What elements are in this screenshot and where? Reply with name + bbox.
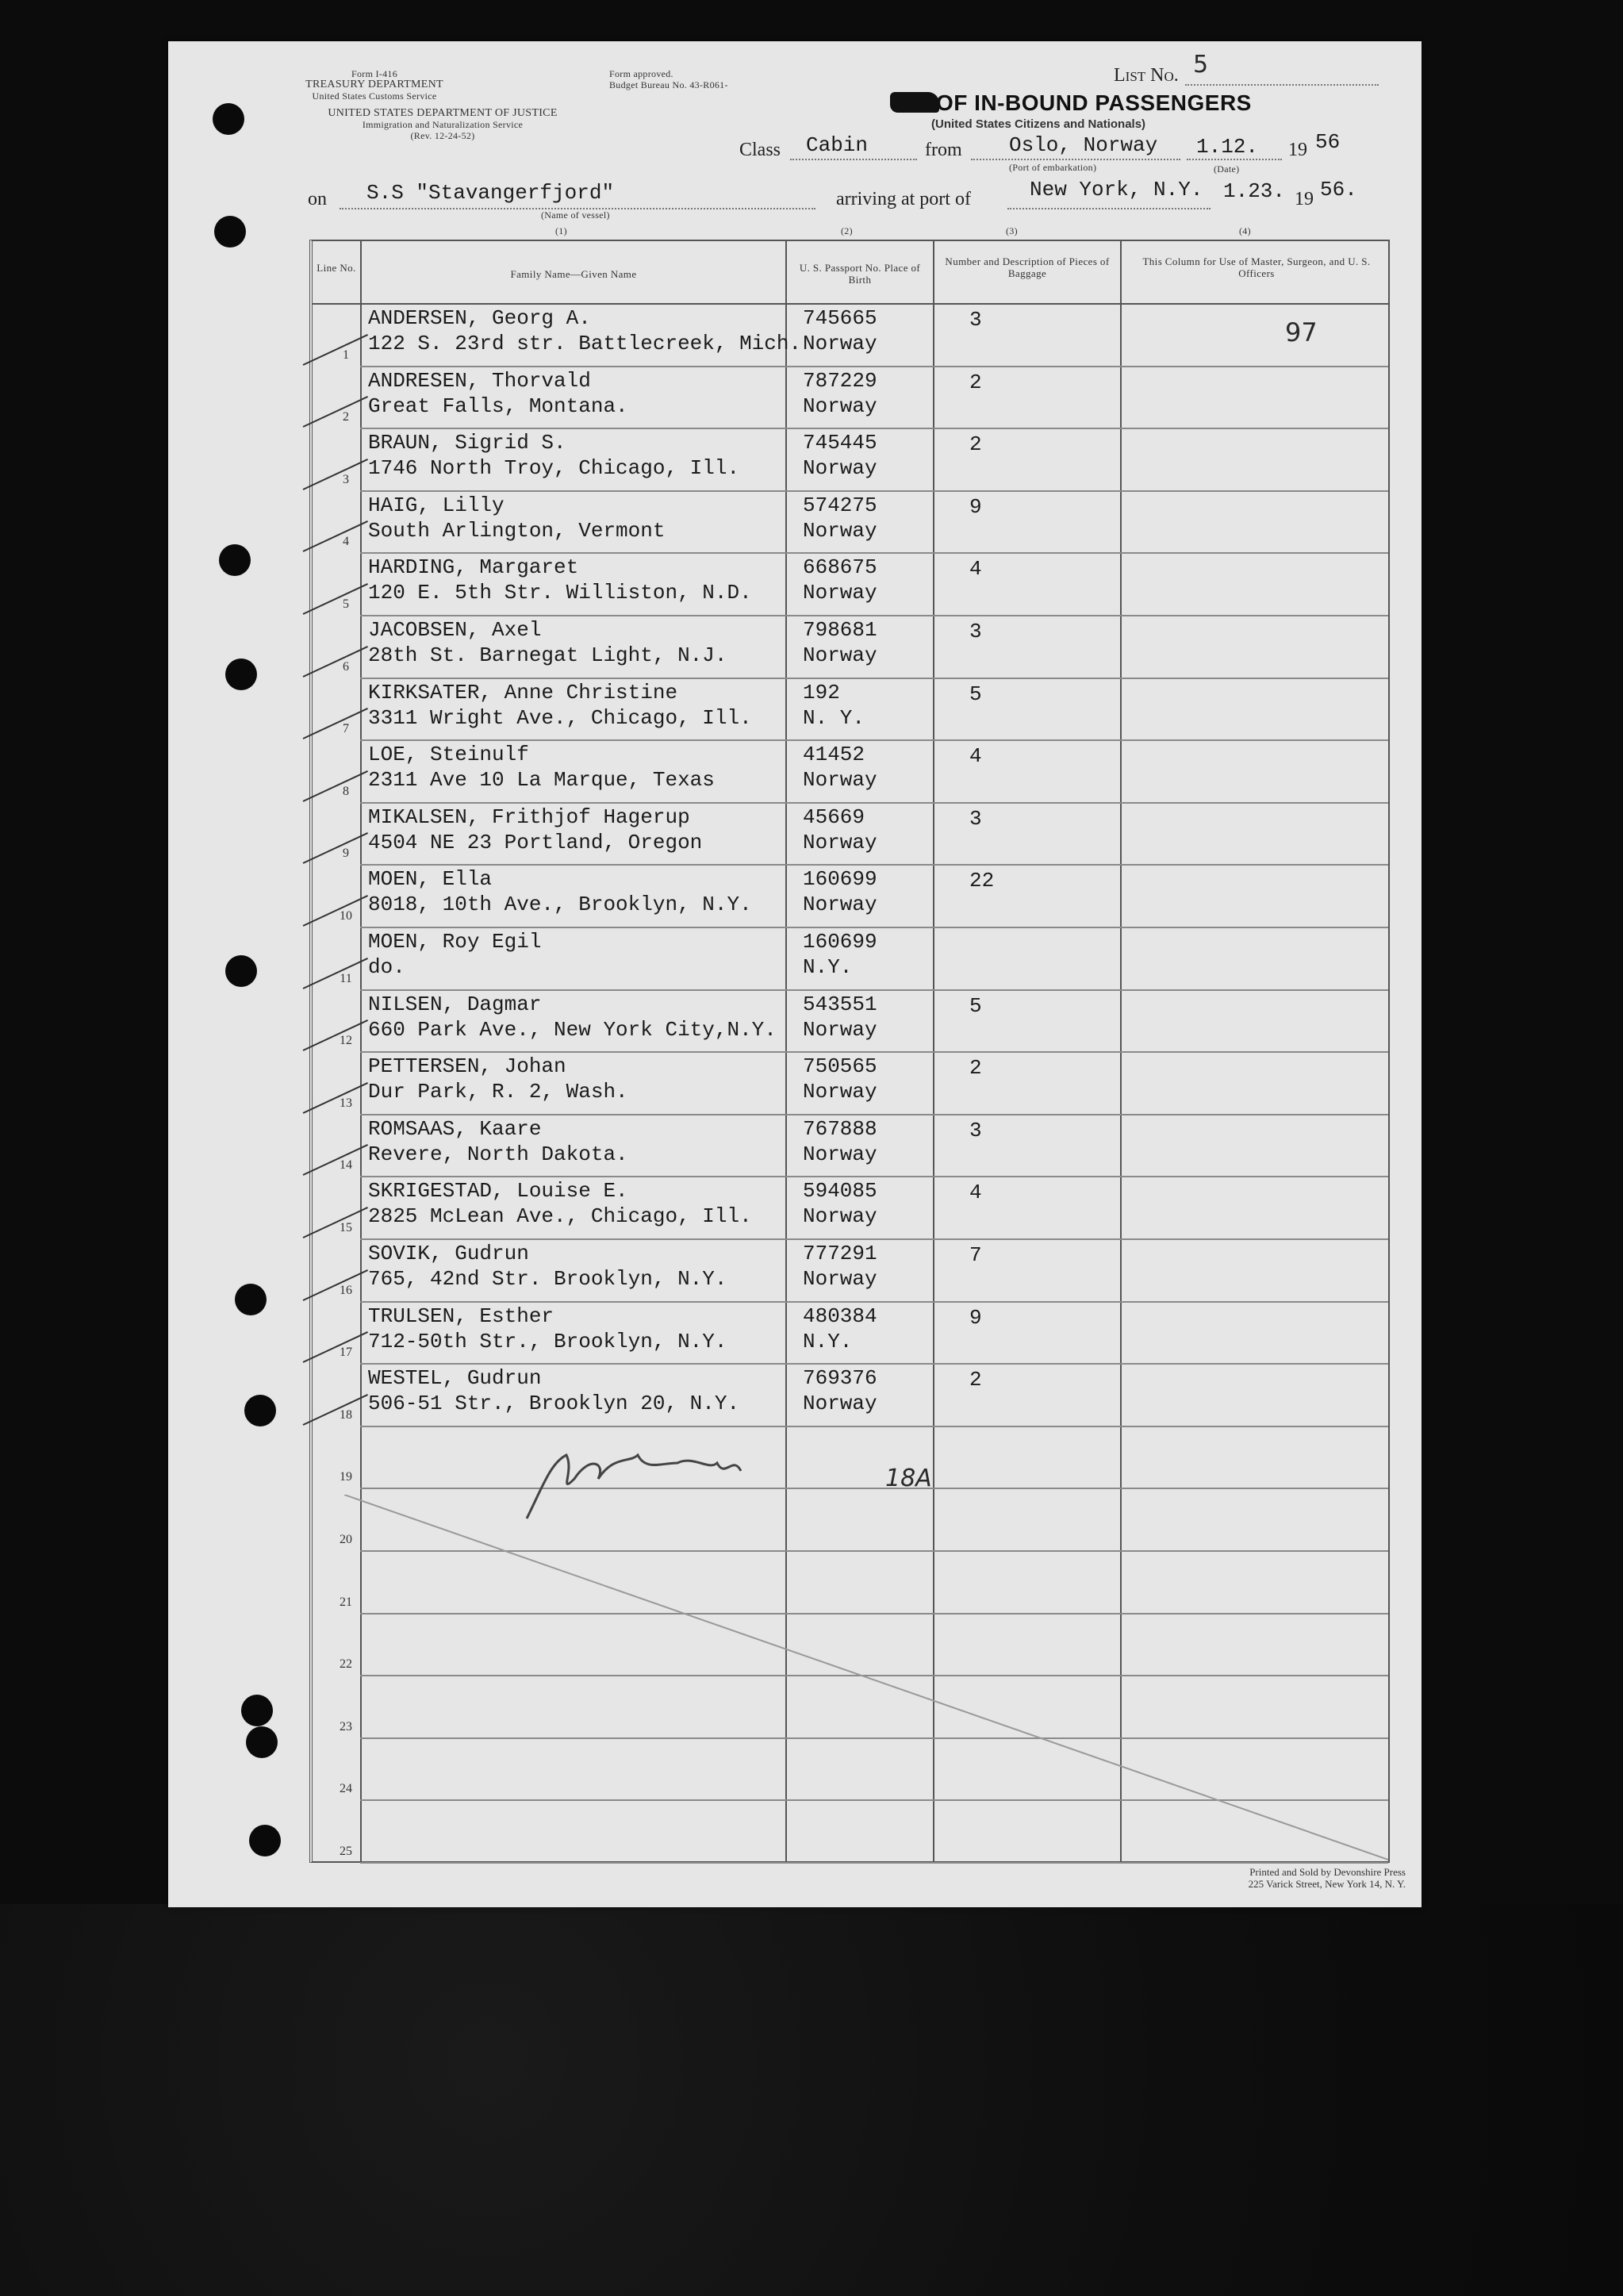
class-value: Cabin xyxy=(806,133,869,157)
budget-bureau: Budget Bureau No. 43-R061- xyxy=(609,79,728,90)
table-row xyxy=(313,804,1388,866)
passport-number: 594085 xyxy=(803,1179,877,1204)
year-prefix-2: 19 xyxy=(1295,189,1314,209)
place-of-birth: Norway xyxy=(803,581,877,605)
passenger-address: 4504 NE 23 Portland, Oregon xyxy=(368,830,703,854)
col-num-4: (4) xyxy=(1239,225,1251,236)
header-name: Family Name—Given Name xyxy=(510,268,637,280)
line-number: 18 xyxy=(340,1407,352,1422)
line-number: 11 xyxy=(340,971,352,985)
line-number: 21 xyxy=(340,1595,352,1609)
justice-dept: UNITED STATES DEPARTMENT OF JUSTICE xyxy=(328,107,558,119)
place-of-birth: N.Y. xyxy=(803,955,853,979)
table-row xyxy=(313,305,1388,367)
line-number: 6 xyxy=(343,659,349,674)
binder-hole xyxy=(246,1726,278,1758)
binder-hole xyxy=(244,1395,276,1426)
passenger-name: PETTERSEN, Johan xyxy=(368,1054,566,1079)
place-of-birth: Norway xyxy=(803,1080,877,1104)
binder-hole xyxy=(213,103,244,135)
place-of-birth: Norway xyxy=(803,643,877,667)
passport-number: 160699 xyxy=(803,930,877,954)
year-prefix-1: 19 xyxy=(1288,140,1307,160)
col-num-1: (1) xyxy=(555,225,567,236)
line-number: 23 xyxy=(340,1719,352,1734)
redaction-blot xyxy=(890,92,939,113)
ins-service: Immigration and Naturalization Service xyxy=(362,119,524,130)
passenger-name: ROMSAAS, Kaare xyxy=(368,1116,542,1141)
baggage-count: 3 xyxy=(969,806,982,831)
table-row xyxy=(313,429,1388,492)
passport-number: 798681 xyxy=(803,618,877,642)
form-approval xyxy=(609,68,728,90)
passenger-address: South Arlington, Vermont xyxy=(368,518,666,543)
place-of-birth: N.Y. xyxy=(803,1329,853,1353)
passport-number: 777291 xyxy=(803,1242,877,1265)
passenger-address: 8018, 10th Ave., Brooklyn, N.Y. xyxy=(368,893,752,917)
baggage-count: 3 xyxy=(969,620,982,643)
baggage-count: 4 xyxy=(969,744,982,769)
embark-line xyxy=(971,159,1180,160)
line-number: 16 xyxy=(340,1283,352,1297)
place-of-birth: Norway xyxy=(803,332,877,355)
passport-number: 543551 xyxy=(803,992,877,1016)
place-of-birth: Norway xyxy=(803,768,877,793)
treasury-dept: TREASURY DEPARTMENT xyxy=(305,79,443,90)
line-number: 24 xyxy=(340,1782,352,1796)
line-number: 3 xyxy=(343,472,349,486)
passenger-address: 2311 Ave 10 La Marque, Texas xyxy=(368,768,715,793)
list-no-value: 5 xyxy=(1193,51,1209,79)
line-number: 25 xyxy=(340,1844,352,1858)
printer-line-2: 225 Varick Street, New York 14, N. Y. xyxy=(1248,1878,1406,1890)
vessel-caption: (Name of vessel) xyxy=(541,209,610,221)
passport-number: 160699 xyxy=(803,867,877,892)
line-number: 14 xyxy=(340,1158,352,1173)
passenger-name: NILSEN, Dagmar xyxy=(368,992,542,1016)
place-of-birth: Norway xyxy=(803,1392,877,1416)
binder-hole xyxy=(241,1695,273,1726)
passenger-name: MIKALSEN, Frithjof Hagerup xyxy=(368,804,690,829)
on-label: on xyxy=(308,189,327,209)
line-number: 7 xyxy=(343,722,349,736)
passport-number: 192 xyxy=(803,680,840,705)
passport-number: 745445 xyxy=(803,431,877,455)
manifest-title: OF IN-BOUND PASSENGERS xyxy=(936,90,1252,115)
passenger-name: WESTEL, Gudrun xyxy=(368,1366,542,1391)
place-of-birth: Norway xyxy=(803,1267,877,1291)
officer-note: 97 xyxy=(1285,317,1318,347)
baggage-count: 5 xyxy=(969,993,982,1018)
passenger-name: BRAUN, Sigrid S. xyxy=(368,431,566,455)
baggage-count: 2 xyxy=(969,1056,982,1081)
passport-number: 574275 xyxy=(803,493,877,517)
line-number: 19 xyxy=(340,1470,352,1484)
list-no-label: List No. xyxy=(1114,65,1179,86)
printer-line-1: Printed and Sold by Devonshire Press xyxy=(1249,1866,1406,1878)
arrival-port: New York, N.Y. xyxy=(1030,178,1203,202)
passenger-name: LOE, Steinulf xyxy=(368,743,529,767)
passenger-address: 28th St. Barnegat Light, N.J. xyxy=(368,643,727,667)
row-rule xyxy=(360,1862,1388,1864)
passport-number: 769376 xyxy=(803,1366,877,1391)
passenger-address: 2825 McLean Ave., Chicago, Ill. xyxy=(368,1204,752,1229)
line-number: 13 xyxy=(340,1096,352,1110)
line-number: 15 xyxy=(340,1220,352,1234)
arriving-label: arriving at port of xyxy=(836,189,971,209)
table-row xyxy=(313,866,1388,928)
line-number: 10 xyxy=(340,908,352,923)
passenger-address: Great Falls, Montana. xyxy=(368,394,628,418)
line-number: 2 xyxy=(343,410,349,424)
passenger-name: JACOBSEN, Axel xyxy=(368,618,542,642)
class-label: Class xyxy=(739,140,781,160)
baggage-count: 4 xyxy=(969,557,982,582)
table-row xyxy=(313,1303,1388,1365)
passenger-address: Dur Park, R. 2, Wash. xyxy=(368,1080,628,1104)
form-approved: Form approved. xyxy=(609,68,673,79)
passenger-name: MOEN, Roy Egil xyxy=(368,930,542,954)
line-number: 22 xyxy=(340,1657,352,1672)
table-row xyxy=(313,741,1388,804)
table-row xyxy=(313,1240,1388,1303)
binder-hole xyxy=(249,1825,281,1856)
passport-number: 745665 xyxy=(803,306,877,330)
passport-number: 767888 xyxy=(803,1116,877,1141)
manifest-page xyxy=(168,41,1422,1907)
passenger-address: Revere, North Dakota. xyxy=(368,1142,628,1166)
manifest-subtitle: (United States Citizens and Nationals) xyxy=(931,117,1146,131)
passenger-address: 1746 North Troy, Chicago, Ill. xyxy=(368,456,740,481)
place-of-birth: Norway xyxy=(803,1142,877,1166)
baggage-count: 2 xyxy=(969,370,982,394)
table-row xyxy=(313,1053,1388,1115)
vessel-name: S.S "Stavangerfjord" xyxy=(366,181,615,205)
passenger-address: 712-50th Str., Brooklyn, N.Y. xyxy=(368,1329,727,1353)
passenger-address: do. xyxy=(368,955,405,979)
baggage-count: 3 xyxy=(969,308,982,332)
baggage-count: 4 xyxy=(969,1181,982,1205)
printer-footer xyxy=(1152,1866,1406,1890)
table-row xyxy=(313,1115,1388,1178)
binder-hole xyxy=(219,544,251,576)
passport-number: 668675 xyxy=(803,555,877,580)
passport-number: 45669 xyxy=(803,804,865,829)
passenger-address: 3311 Wright Ave., Chicago, Ill. xyxy=(368,705,752,730)
table-row xyxy=(313,1177,1388,1240)
passport-number: 480384 xyxy=(803,1303,877,1328)
place-of-birth: Norway xyxy=(803,1017,877,1042)
from-label: from xyxy=(925,140,962,160)
passenger-name: KIRKSATER, Anne Christine xyxy=(368,680,678,705)
binder-hole xyxy=(214,216,246,248)
place-of-birth: Norway xyxy=(803,893,877,917)
place-of-birth: Norway xyxy=(803,394,877,418)
header-passport: U. S. Passport No. Place of Birth xyxy=(799,262,921,286)
arrival-date: 1.23. xyxy=(1223,179,1286,203)
form-number: Form I-416 xyxy=(351,68,397,79)
passenger-name: HARDING, Margaret xyxy=(368,555,579,580)
justice-header xyxy=(300,108,585,141)
arrival-line xyxy=(1007,208,1211,209)
baggage-count: 5 xyxy=(969,682,982,706)
passport-number: 750565 xyxy=(803,1054,877,1079)
passenger-table xyxy=(309,240,1390,1863)
year-value-2: 56. xyxy=(1320,178,1357,202)
revision-date: (Rev. 12-24-52) xyxy=(410,130,475,141)
table-row xyxy=(313,928,1388,991)
line-number: 20 xyxy=(340,1532,352,1546)
header-baggage: Number and Description of Pieces of Baggage xyxy=(945,255,1110,279)
scan-background xyxy=(0,1904,1623,2296)
col-num-3: (3) xyxy=(1006,225,1018,236)
passenger-name: HAIG, Lilly xyxy=(368,493,505,517)
passenger-name: SOVIK, Gudrun xyxy=(368,1242,529,1265)
passport-number: 787229 xyxy=(803,368,877,393)
customs-service: United States Customs Service xyxy=(312,90,437,102)
passenger-name: ANDRESEN, Thorvald xyxy=(368,368,591,393)
header-officers: This Column for Use of Master, Surgeon, and U. S. Officers xyxy=(1142,255,1371,279)
line-number: 9 xyxy=(343,847,349,861)
place-of-birth: Norway xyxy=(803,830,877,854)
header-line-no: Line No. xyxy=(317,262,356,274)
place-of-birth: Norway xyxy=(803,456,877,481)
binder-hole xyxy=(225,658,257,690)
baggage-count: 2 xyxy=(969,432,982,457)
line-number: 8 xyxy=(343,784,349,798)
place-of-birth: Norway xyxy=(803,518,877,543)
table-row xyxy=(313,492,1388,555)
form-header-left xyxy=(295,68,454,102)
year-value-1: 56 xyxy=(1315,130,1341,154)
passenger-name: MOEN, Ella xyxy=(368,867,493,892)
passenger-address: 122 S. 23rd str. Battlecreek, Mich. xyxy=(368,332,802,355)
signature-note: 18A xyxy=(885,1465,932,1492)
diagonal-cancel-line xyxy=(344,1495,1388,1861)
table-row xyxy=(313,554,1388,616)
date-line xyxy=(1187,159,1282,160)
embarkation-port: Oslo, Norway xyxy=(1009,133,1158,157)
date-caption: (Date) xyxy=(1214,163,1240,175)
place-of-birth: N. Y. xyxy=(803,705,865,730)
passenger-address: 660 Park Ave., New York City,N.Y. xyxy=(368,1017,777,1042)
baggage-count: 2 xyxy=(969,1368,982,1392)
line-number: 17 xyxy=(340,1346,352,1360)
class-line xyxy=(790,159,917,160)
line-number: 5 xyxy=(343,597,349,611)
passenger-name: TRULSEN, Esther xyxy=(368,1303,554,1328)
col-num-2: (2) xyxy=(841,225,853,236)
table-row xyxy=(313,991,1388,1054)
baggage-count: 3 xyxy=(969,1118,982,1142)
table-row xyxy=(313,679,1388,742)
baggage-count: 22 xyxy=(969,869,995,893)
place-of-birth: Norway xyxy=(803,1204,877,1229)
passenger-address: 506-51 Str., Brooklyn 20, N.Y. xyxy=(368,1392,740,1416)
passport-number: 41452 xyxy=(803,743,865,767)
list-no-line xyxy=(1185,84,1379,86)
port-embark-caption: (Port of embarkation) xyxy=(1009,162,1097,173)
baggage-count: 9 xyxy=(969,1305,982,1330)
binder-hole xyxy=(235,1284,267,1315)
baggage-count: 7 xyxy=(969,1243,982,1267)
table-row xyxy=(313,616,1388,679)
line-number: 1 xyxy=(343,347,349,362)
baggage-count: 9 xyxy=(969,494,982,519)
binder-hole xyxy=(225,955,257,987)
table-row xyxy=(313,367,1388,430)
embarkation-date: 1.12. xyxy=(1196,135,1259,159)
passenger-name: SKRIGESTAD, Louise E. xyxy=(368,1179,628,1204)
passenger-name: ANDERSEN, Georg A. xyxy=(368,306,591,330)
line-number: 4 xyxy=(343,535,349,549)
passenger-address: 765, 42nd Str. Brooklyn, N.Y. xyxy=(368,1267,727,1291)
line-number: 12 xyxy=(340,1034,352,1048)
passenger-address: 120 E. 5th Str. Williston, N.D. xyxy=(368,581,752,605)
